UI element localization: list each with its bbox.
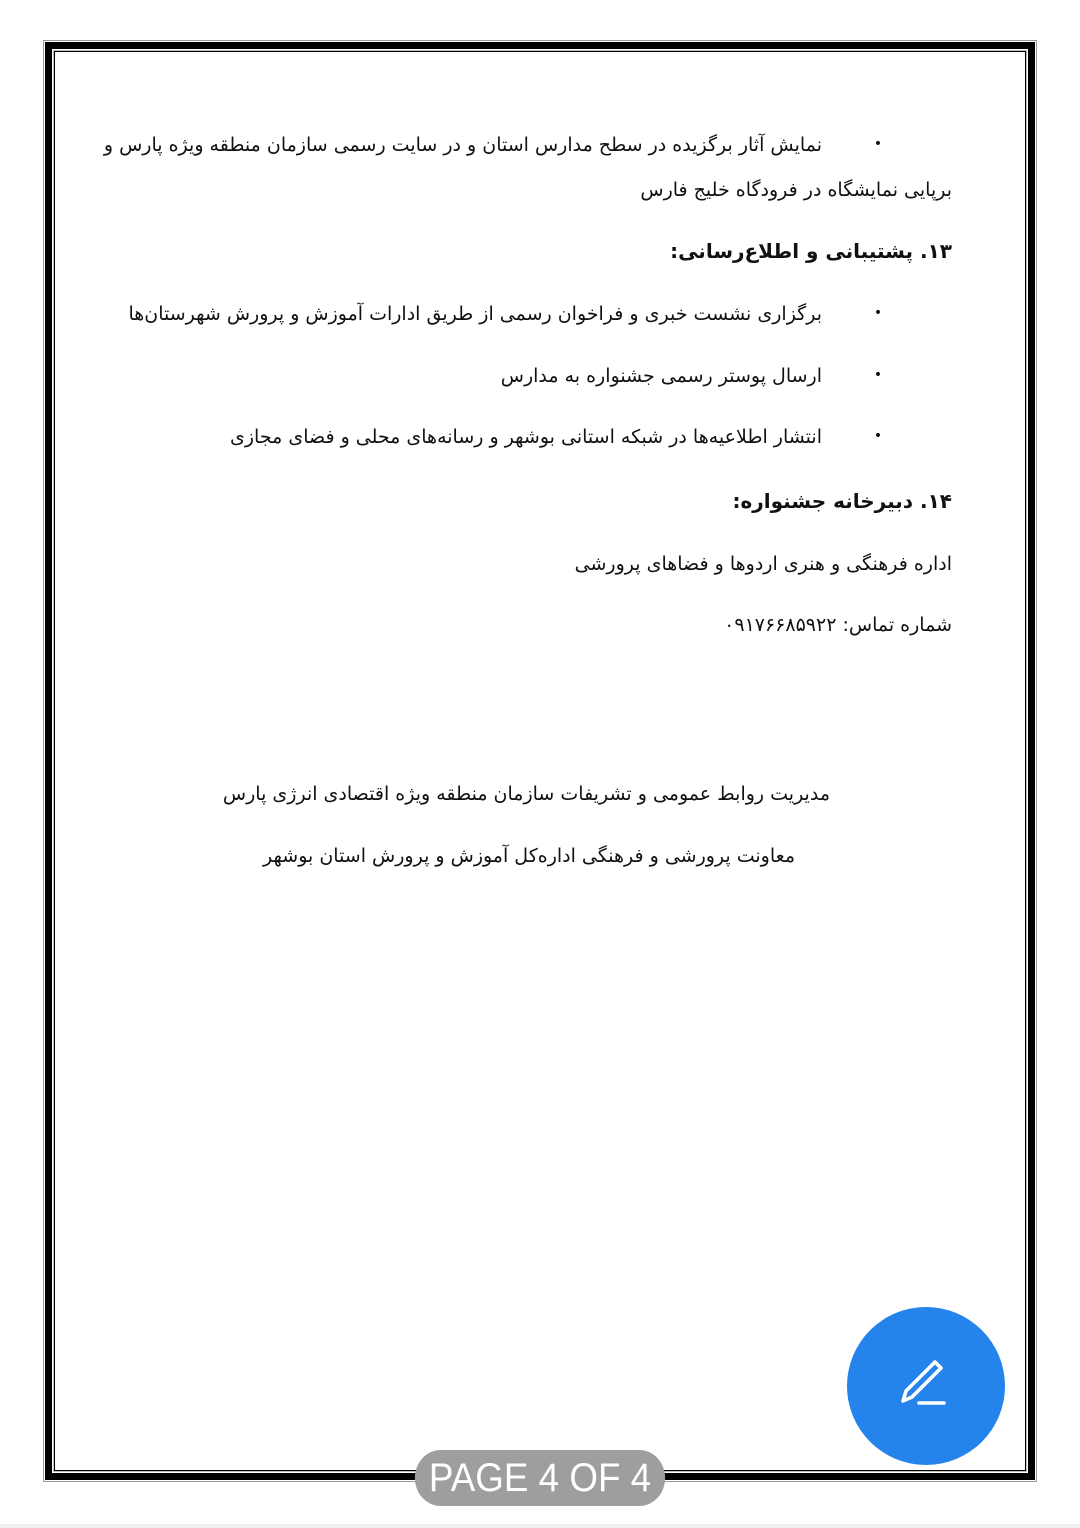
list-item-exhibition-line2: برپایی نمایشگاه در فرودگاه خلیج فارس (640, 179, 952, 201)
contact-label: شماره تماس: (842, 614, 952, 636)
secretariat-office: اداره فرهنگی و هنری اردوها و فضاهای پرورشی (574, 553, 952, 575)
section-14-heading: ۱۴. دبیرخانه جشنواره: (732, 489, 952, 513)
bullet-icon: • (873, 428, 883, 444)
list-item-press-conference: برگزاری نشست خبری و فراخوان رسمی از طریق ادارات آموزش و پرورش شهرستان‌ها (128, 303, 822, 325)
contact-line (724, 614, 952, 637)
bottom-system-strip (0, 1524, 1080, 1528)
page-indicator: PAGE 4 OF 4 (415, 1450, 665, 1506)
page-frame-inner-border (54, 51, 1026, 1471)
signature-line-1: مدیریت روابط عمومی و تشریفات سازمان منطقه ویژه اقتصادی انرژی پارس (222, 783, 830, 805)
list-item-poster: ارسال پوستر رسمی جشنواره به مدارس (500, 365, 822, 387)
list-item-announcements: انتشار اطلاعیه‌ها در شبکه استانی بوشهر و رسانه‌های محلی و فضای مجازی (230, 426, 822, 448)
contact-number: ۰۹۱۷۶۶۸۵۹۲۲ (724, 614, 837, 636)
bullet-icon: • (873, 305, 883, 321)
list-item-exhibition-line1: نمایش آثار برگزیده در سطح مدارس استان و در سایت رسمی سازمان منطقه ویژه پارس و (103, 134, 822, 156)
bullet-icon: • (873, 367, 883, 383)
pencil-edit-icon (894, 1354, 958, 1418)
edit-fab-button[interactable] (847, 1307, 1005, 1465)
bullet-icon: • (873, 136, 883, 152)
section-13-heading: ۱۳. پشتیبانی و اطلاع‌رسانی: (670, 239, 952, 263)
signature-line-2: معاونت پرورشی و فرهنگی اداره‌کل آموزش و پرورش استان بوشهر (263, 845, 795, 867)
